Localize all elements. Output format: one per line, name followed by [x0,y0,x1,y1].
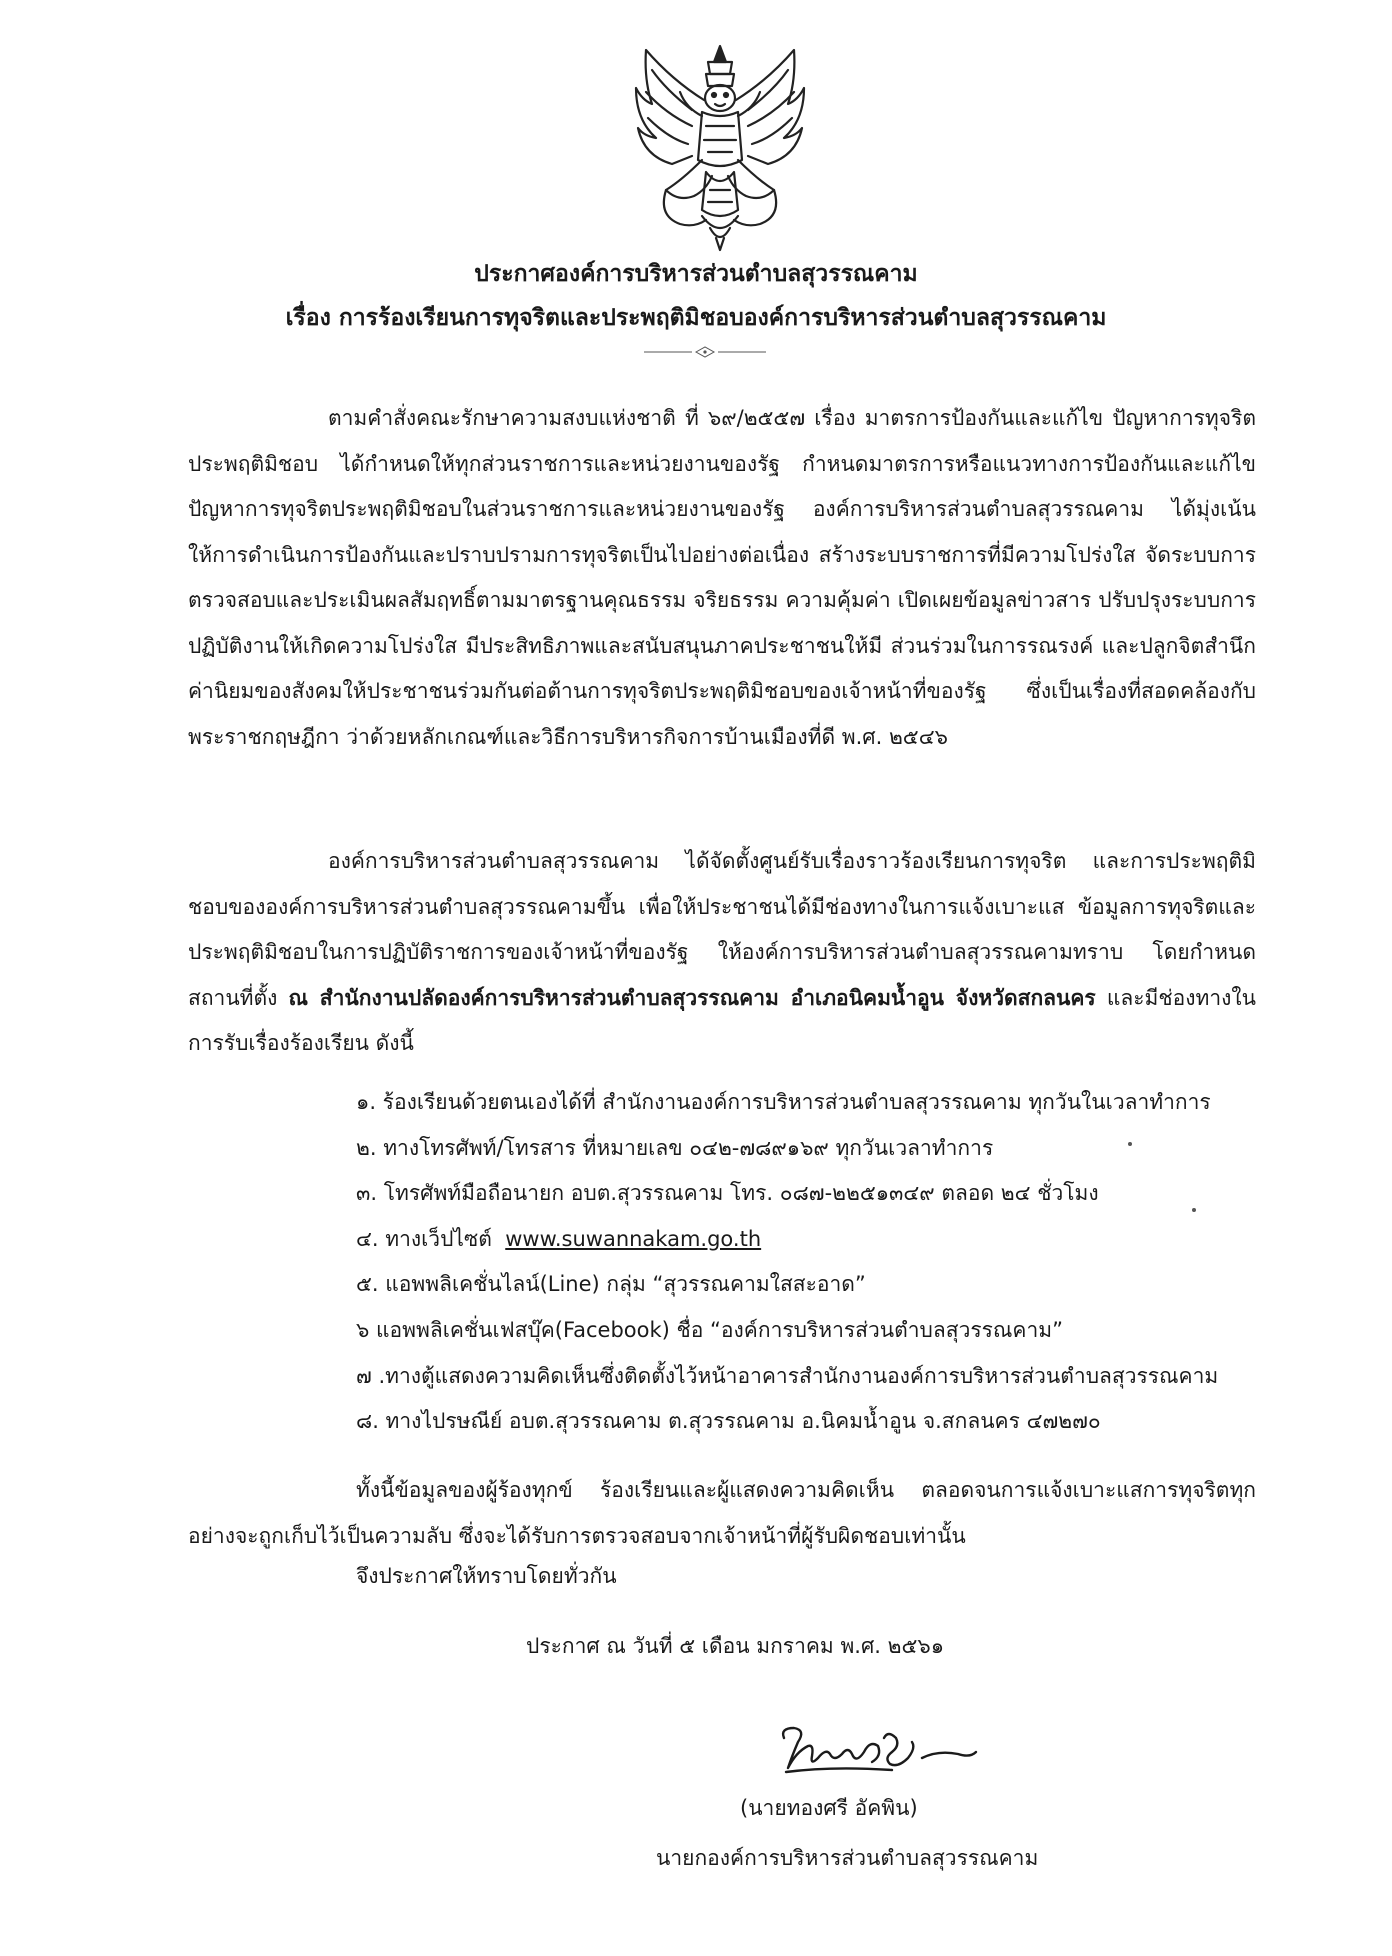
paragraph-2-text-b: และมีช่องทางในการรับเรื่องร้องเรียน ดังนี้ [188,985,1256,1055]
announce-statement: จึงประกาศให้ทราบโดยทั่วกัน [356,1564,617,1588]
body-paragraph-1 [188,396,1256,760]
complaint-channels-list [356,1080,1256,1445]
channel-item-8: ๘. ทางไปรษณีย์ อบต.สุวรรณคาม ต.สุวรรณคาม อ.นิคมน้ำอูน จ.สกลนคร ๔๗๒๗๐ [356,1409,1101,1434]
handwritten-signature [772,1716,982,1786]
channel-item-7: ๗ .ทางตู้แสดงความคิดเห็นซึ่งติดตั้งไว้หน้าอาคารสำนักงานองค์การบริหารส่วนตำบลสุวรรณคาม [356,1363,1219,1388]
channel-item-5: ๕. แอพพลิเคชั่นไลน์(Line) กลุ่ม “สุวรรณคามใสสะอาด” [356,1272,866,1297]
confidentiality-text: ทั้งนี้ข้อมูลของผู้ร้องทุกข์ ร้องเรียนและผู้แสดงความคิดเห็น ตลอดจนการแจ้งเบาะแสการทุจริตทุกอย่างจะถูกเก็บไว้เป็นความลับ ซึ่งจะได้รับการตรวจสอบจากเจ้าหน้าที่ผู้รับผิดชอบเท่านั้น [188,1478,1256,1548]
channel-item-4 [356,1217,1256,1263]
announcement-subject: เรื่อง การร้องเรียนการทุจริตและประพฤติมิชอบองค์การบริหารส่วนตำบลสุวรรณคาม [285,305,1107,331]
channel-item-6: ๖ แอพพลิเคชั่นเฟสบุ๊ค(Facebook) ชื่อ “องค์การบริหารส่วนตำบลสุวรรณคาม” [356,1317,1063,1342]
confidentiality-paragraph [188,1468,1256,1559]
ornamental-divider [640,346,770,358]
website-link[interactable]: www.suwannakam.go.th [505,1226,762,1251]
office-location: ณ สำนักงานปลัดองค์การบริหารส่วนตำบลสุวรรณคาม อำเภอนิคมน้ำอูน จังหวัดสกลนคร [288,985,1096,1010]
paragraph-1-text: ตามคำสั่งคณะรักษาความสงบแห่งชาติ ที่ ๖๙/๒๕๕๗ เรื่อง มาตรการป้องกันและแก้ไข ปัญหาการทุจริตประพฤติมิชอบ ได้กำหนดให้ทุกส่วนราชการและหน่วยงานของรัฐ กำหนดมาตรการหรือแนวทางการป้องกันและแก้ไขปัญหาการทุจริตประพฤติมิชอบในส่วนราชการและหน่วยงานของรัฐ องค์การบริหารส่วนตำบลสุวรรณคาม ได้มุ่งเน้นให้การดำเนินการป้องกันและปราบปรามการทุจริตเป็นไปอย่างต่อเนื่อง สร้างระบบราชการที่มีความโปร่งใส จัดระบบการตรวจสอบและประเมินผลสัมฤทธิ์ตามมาตรฐานคุณธรรม จริยธรรม ความคุ้มค่า เปิดเผยข้อมูลข่าวสาร ปรับปรุงระบบการปฏิบัติงานให้เกิดความโปร่งใส มีประสิทธิภาพและสนับสนุนภาคประชาชนให้มี ส่วนร่วมในการรณรงค์ และปลูกจิตสำนึกค่านิยมของสังคมให้ประชาชนร่วมกันต่อต้านการทุจริตประพฤติมิชอบของเจ้าหน้าที่ของรัฐ ซึ่งเป็นเรื่องที่สอดคล้องกับพระราชกฤษฎีกา ว่าด้วยหลักเกณฑ์และวิธีการบริหารกิจการบ้านเมืองที่ดี พ.ศ. ๒๕๔๖ [188,406,1256,749]
garuda-emblem-icon [622,40,818,252]
signer-name: (นายทองศรี อัคพิน) [740,1796,918,1820]
announcement-title: ประกาศองค์การบริหารส่วนตำบลสุวรรณคาม [474,261,918,287]
announcement-date: ประกาศ ณ วันที่ ๕ เดือน มกราคม พ.ศ. ๒๕๖๑ [526,1634,945,1658]
channel-item-1: ๑. ร้องเรียนด้วยตนเองได้ที่ สำนักงานองค์การบริหารส่วนตำบลสุวรรณคาม ทุกวันในเวลาทำการ [356,1090,1211,1114]
paragraph-2-text-a: องค์การบริหารส่วนตำบลสุวรรณคาม ได้จัดตั้งศูนย์รับเรื่องราวร้องเรียนการทุจริต และการประพฤติมิชอบขององค์การบริหารส่วนตำบลสุวรรณคามขึ้น เพื่อให้ประชาชนได้มีช่องทางในการแจ้งเบาะแส ข้อมูลการทุจริตและประพฤติมิชอบในการปฏิบัติราชการของเจ้าหน้าที่ของรัฐ ให้องค์การบริหารส่วนตำบลสุวรรณคามทราบ โดยกำหนดสถานที่ตั้ง [188,849,1256,1010]
scan-speck [1192,1208,1196,1212]
signer-position: นายกองค์การบริหารส่วนตำบลสุวรรณคาม [656,1846,1039,1870]
scan-speck [1128,1142,1132,1146]
channel-item-3: ๓. โทรศัพท์มือถือนายก อบต.สุวรรณคาม โทร. ๐๘๗-๒๒๕๑๓๔๙ ตลอด ๒๔ ชั่วโมง [356,1181,1099,1206]
website-channel-label: ๔. ทางเว็ปไซต์ [356,1226,492,1251]
body-paragraph-2 [188,839,1256,1067]
channel-item-2: ๒. ทางโทรศัพท์/โทรสาร ที่หมายเลข ๐๔๒-๗๘๙๑๖๙ ทุกวันเวลาทำการ [356,1135,994,1160]
